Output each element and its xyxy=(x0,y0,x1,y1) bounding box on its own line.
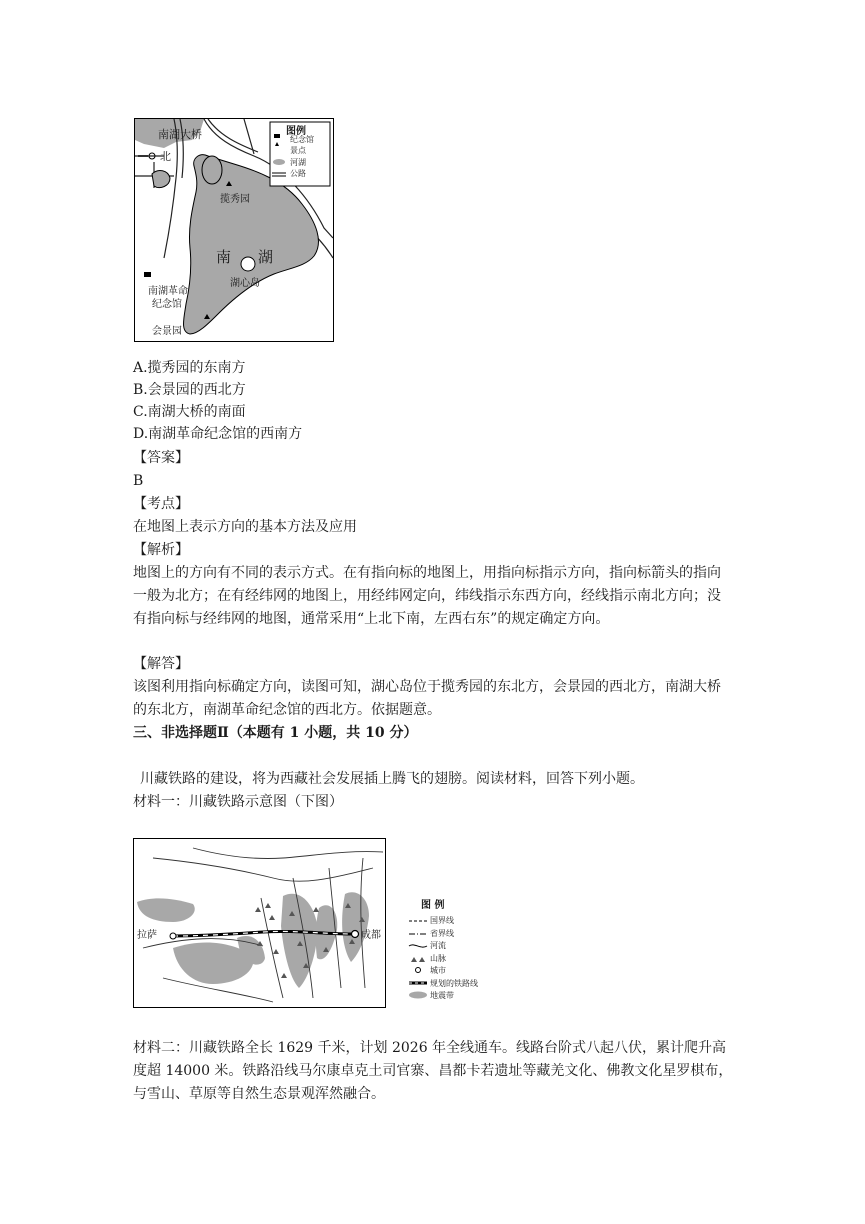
legend2-river: 河流 xyxy=(430,941,446,950)
legend2-province: 省界线 xyxy=(430,929,454,938)
legend2-title: 图 例 xyxy=(421,900,445,911)
solution-heading: 【解答】 xyxy=(133,656,189,672)
legend2-quake: 地震带 xyxy=(430,991,454,1000)
legend2-city: 城市 xyxy=(430,966,446,975)
label-museum-1: 南湖革命 xyxy=(148,286,188,297)
kaodian: 在地图上表示方向的基本方法及应用 xyxy=(133,519,357,535)
nanhu-map xyxy=(134,118,334,342)
material-2: 材料二：川藏铁路全长 1629 千米，计划 2026 年全线通车。线路台阶式八起八伏，累计爬升高度超 14000 米。铁路沿线马尔康卓克土司官寨、昌都卡若遗址等藏羌文化、佛教文化星罗棋布，与雪山、草原等自然生态景观浑然融合。 xyxy=(133,1040,733,1102)
label-bridge: 南湖大桥 xyxy=(158,128,202,141)
legend-water: 河湖 xyxy=(290,158,306,167)
legend-road: 公路 xyxy=(290,169,306,178)
option-d: D.南湖革命纪念馆的西南方 xyxy=(133,426,303,442)
label-north: 北 xyxy=(160,150,171,163)
railway-map xyxy=(133,838,483,1010)
label-huijing: 会景园 xyxy=(152,326,182,337)
analysis-text: 地图上的方向有不同的表示方式。在有指向标的地图上，用指向标指示方向，指向标箭头的指向一般为北方；在有经纬网的地图上，用经纬网定向，纬线指示东西方向，经线指示南北方向；没有指向标与经纬网的地图，通常采用“上北下南，左西右东”的规定确定方向。 xyxy=(133,565,721,627)
label-lhasa: 拉萨 xyxy=(137,930,157,941)
legend-title: 图例 xyxy=(286,126,306,137)
intro-text: 川藏铁路的建设，将为西藏社会发展插上腾飞的翅膀。阅读材料，回答下列小题。 xyxy=(140,771,644,787)
option-c: C.南湖大桥的南面 xyxy=(133,404,246,420)
option-a: A.揽秀园的东南方 xyxy=(133,360,246,376)
legend-memorial: 纪念馆 xyxy=(290,135,314,144)
legend-scenic: 景点 xyxy=(290,146,306,155)
label-lake-hu: 湖 xyxy=(258,248,274,266)
solution-text: 该图利用指向标确定方向，读图可知，湖心岛位于揽秀园的东北方，会景园的西北方，南湖大桥的东北方，南湖革命纪念馆的西北方。依据题意。 xyxy=(133,679,721,718)
answer: B xyxy=(133,473,144,489)
answer-heading: 【答案】 xyxy=(133,450,189,466)
label-museum-2: 纪念馆 xyxy=(152,299,182,310)
analysis-heading: 【解析】 xyxy=(133,542,189,558)
material-1: 材料一：川藏铁路示意图（下图） xyxy=(133,794,343,810)
label-lake-nan: 南 xyxy=(216,248,232,266)
legend2-mountain: 山脉 xyxy=(430,954,446,963)
label-lanxiu: 揽秀园 xyxy=(220,194,250,205)
label-island: 湖心岛 xyxy=(230,278,260,289)
label-chengdu: 成都 xyxy=(361,930,381,941)
kaodian-heading: 【考点】 xyxy=(133,496,189,512)
option-b: B.会景园的西北方 xyxy=(133,382,246,398)
section-3-heading: 三、非选择题Ⅱ（本题有 1 小题，共 10 分） xyxy=(133,725,418,741)
legend2-border: 国界线 xyxy=(430,916,454,925)
legend2-railway: 规划的铁路线 xyxy=(430,979,478,988)
